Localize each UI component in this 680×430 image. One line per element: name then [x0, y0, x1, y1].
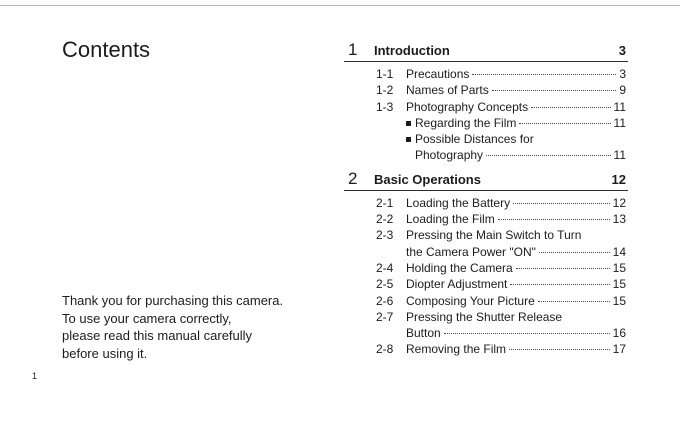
- dot-leader: [516, 268, 610, 269]
- toc-entry-shutter-release-cont[interactable]: [344, 325, 628, 341]
- dot-leader: [492, 90, 617, 91]
- toc-entry-composing-picture[interactable]: [344, 293, 628, 309]
- dot-leader: [498, 219, 610, 220]
- entry-number: 2-3: [376, 228, 394, 243]
- entry-number: 1-3: [376, 99, 394, 114]
- chapter-title: Basic Operations: [374, 171, 481, 187]
- entry-title-line2: Button: [406, 326, 441, 341]
- entry-title: Composing Your Picture: [406, 293, 535, 308]
- entry-title: Photography Concepts: [406, 99, 529, 114]
- entry-title: Loading the Film: [406, 212, 495, 227]
- chapter-page: 3: [618, 43, 626, 58]
- intro-line: before using it.: [62, 345, 148, 361]
- intro-line: Thank you for purchasing this camera.: [62, 293, 284, 308]
- dot-leader: [472, 74, 616, 75]
- entry-number: 1-2: [376, 83, 394, 98]
- square-bullet-icon: [406, 121, 411, 126]
- entry-title: Precautions: [406, 67, 470, 81]
- dot-leader: [519, 123, 610, 124]
- toc-entry-holding-camera[interactable]: [344, 260, 628, 276]
- entry-number: 1-1: [376, 67, 394, 81]
- toc-entry-diopter-adjustment[interactable]: [344, 276, 628, 292]
- chapter-heading-introduction[interactable]: [344, 40, 628, 62]
- dot-leader: [513, 203, 610, 204]
- entry-page: 13: [612, 212, 626, 227]
- entry-title-line1: Possible Distances for: [415, 132, 534, 147]
- dot-leader: [486, 155, 610, 156]
- toc-entry-main-switch-cont[interactable]: [344, 244, 628, 260]
- entry-title: Names of Parts: [406, 83, 489, 98]
- chapter-number: 1: [348, 40, 358, 59]
- page-number: 1: [32, 371, 38, 381]
- toc-entry-photography-concepts[interactable]: [344, 99, 628, 115]
- dot-leader: [539, 252, 610, 253]
- chapter-heading-basic-operations[interactable]: [344, 169, 628, 191]
- entry-number: 2-2: [376, 212, 394, 227]
- top-rule: [0, 5, 680, 6]
- entry-page: 11: [613, 115, 626, 130]
- entry-number: 2-5: [376, 277, 394, 292]
- entry-page: 11: [613, 148, 626, 163]
- chapter-number: 2: [348, 168, 358, 188]
- entry-number: 2-7: [376, 309, 394, 324]
- entry-number: 2-6: [376, 293, 394, 308]
- entry-title-line2: Photography: [415, 148, 484, 163]
- square-bullet-icon: [406, 137, 411, 142]
- entry-title-line1: Pressing the Main Switch to Turn: [406, 228, 582, 243]
- entry-title: Diopter Adjustment: [406, 277, 508, 292]
- toc-entry-shutter-release[interactable]: [344, 309, 628, 325]
- entry-title: Holding the Camera: [406, 260, 513, 275]
- entry-page: 17: [612, 342, 626, 357]
- chapter-title: Introduction: [374, 43, 450, 58]
- toc-subentry-possible-distances[interactable]: [344, 131, 628, 147]
- intro-line: To use your camera correctly,: [62, 310, 232, 326]
- entry-number: 2-8: [376, 342, 394, 357]
- entry-number: 2-1: [376, 195, 394, 210]
- dot-leader: [509, 349, 610, 350]
- intro-paragraph: [62, 292, 283, 362]
- toc-subentry-regarding-the-film[interactable]: [344, 115, 628, 131]
- entry-page: 11: [613, 99, 626, 114]
- entry-title: Removing the Film: [406, 342, 507, 357]
- chapter-page: 12: [611, 171, 626, 187]
- toc-entry-main-switch[interactable]: [344, 227, 628, 243]
- entry-page: 15: [612, 277, 626, 292]
- entry-page: 12: [612, 195, 626, 210]
- toc-entry-loading-battery[interactable]: [344, 195, 628, 211]
- toc-entry-loading-film[interactable]: [344, 211, 628, 227]
- entry-title-line2: the Camera Power "ON": [406, 244, 536, 259]
- toc-subentry-possible-distances-cont[interactable]: [344, 147, 628, 163]
- entry-page: 14: [612, 244, 626, 259]
- intro-line: please read this manual carefully: [62, 328, 253, 343]
- dot-leader: [531, 107, 610, 108]
- entry-title: Loading the Battery: [406, 195, 511, 210]
- entry-page: 15: [612, 293, 626, 308]
- toc-entry-names-of-parts[interactable]: [344, 82, 628, 98]
- dot-leader: [510, 284, 609, 285]
- toc-entry-precautions[interactable]: [344, 66, 628, 82]
- entry-number: 2-4: [376, 260, 394, 275]
- toc-entry-removing-film[interactable]: [344, 341, 628, 357]
- entry-page: 9: [619, 83, 626, 98]
- entry-page: 15: [612, 260, 626, 275]
- dot-leader: [538, 301, 610, 302]
- entry-page: 16: [612, 326, 626, 341]
- entry-title: Regarding the Film: [415, 115, 517, 130]
- entry-page: 3: [619, 67, 626, 81]
- page-title: Contents: [62, 37, 151, 62]
- dot-leader: [444, 333, 610, 334]
- entry-title-line1: Pressing the Shutter Release: [406, 309, 563, 324]
- table-of-contents: [344, 40, 628, 358]
